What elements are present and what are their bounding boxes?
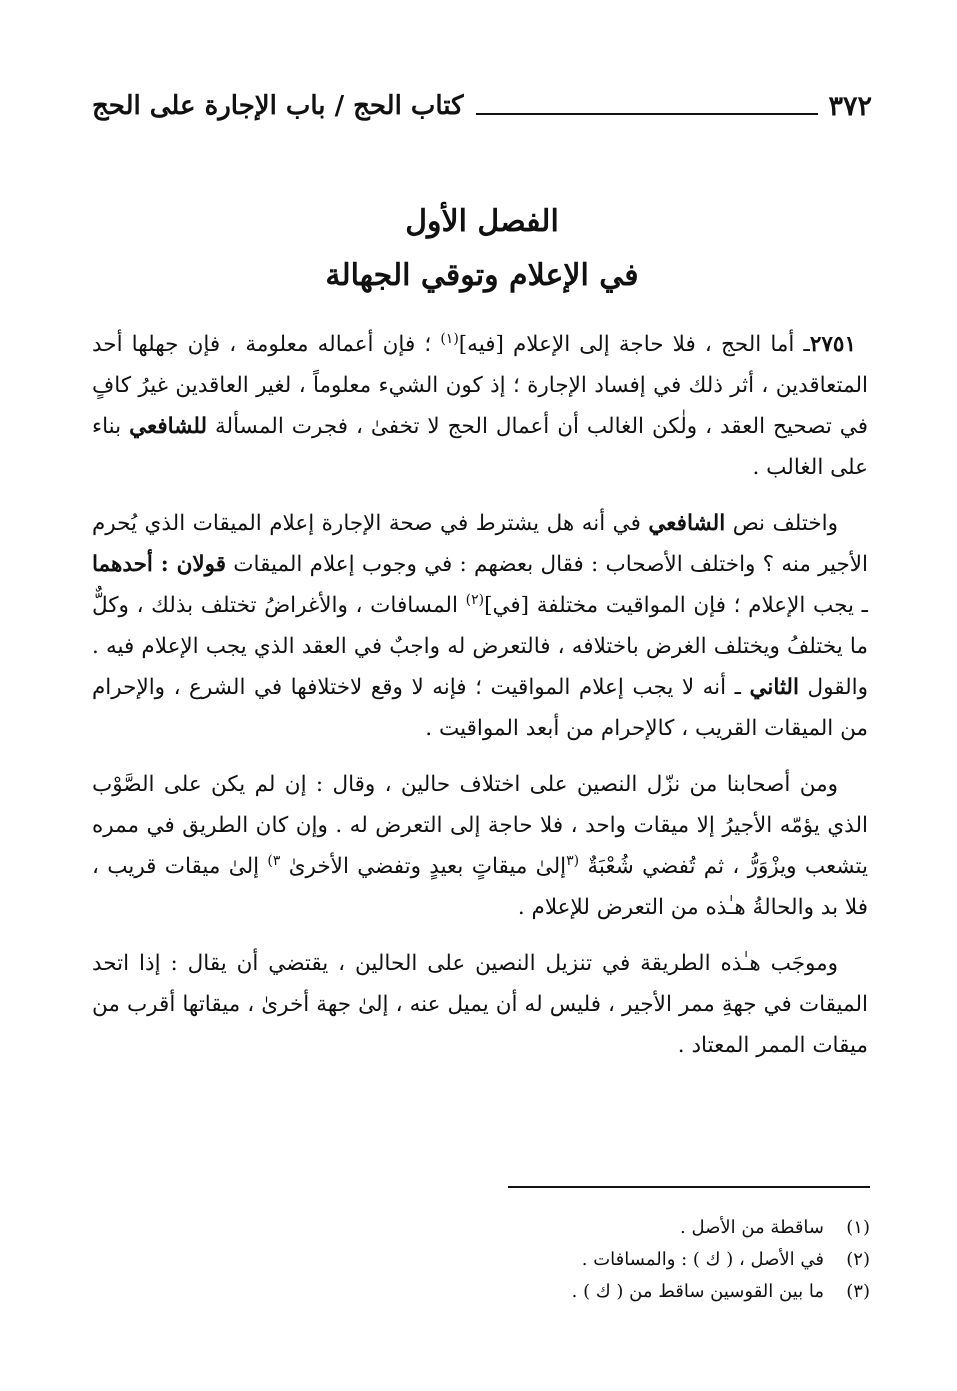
page-header [92,86,872,126]
term-second: الثاني [749,675,799,700]
chapter-subtitle: في الإعلام وتوقي الجهالة [325,258,639,293]
name-shafii: الشافعي [648,511,726,536]
text-segment: واختلف نص [725,511,839,536]
footnote-ref-3-open: (٣ [566,852,580,869]
footnote-number: (٣) [846,1281,870,1302]
text-segment: بناء على الغالب . [92,414,868,480]
page-number: ٣٧٢ [828,90,872,122]
running-title: كتاب الحج / باب الإجارة على الحج [92,91,464,121]
text-segment: إلىٰ ميقات قريب ، فلا بد والحالةُ هـٰذه من التعرض للإعلام . [92,854,868,920]
footnote-ref-2: (٢) [465,591,485,608]
text-segment: ـ يجب الإعلام ؛ فإن المواقيت مختلفة [في] [484,593,868,618]
footnote-number: (١) [846,1217,870,1238]
entry-number: ٢٧٥١ [809,332,857,357]
text-segment: ـ أنه لا يجب إعلام المواقيت ؛ فإنه لا وقع لاختلافها في الشرع ، والإحرام من الميقات القريب ، كالإحرام من أبعد المواقيت . [92,675,868,741]
name-shafii: للشافعي [129,414,208,439]
paragraph-2 [92,503,868,749]
footnote-text: في الأصل ، ( ك ) : والمسافات . [581,1249,824,1270]
paragraph-4 [92,943,868,1066]
footnote-rule [508,1186,870,1188]
chapter-title: الفصل الأول [405,204,559,239]
text-segment: ـ أما الحج ، فلا حاجة إلى الإعلام [فيه] [458,332,810,357]
footnote-ref-3-close: ٣) [267,852,281,869]
text-segment: في أنه هل يشترط في صحة الإجارة إعلام الميقات الذي يُحرم الأجير منه ؟ واختلف الأصحاب : فقال بعضهم : في وجوب إعلام الميقات [92,511,868,577]
term-two-opinions: قولان : أحدهما [92,552,227,577]
footnote-3 [92,1276,870,1308]
footnote-1 [92,1212,870,1244]
footnote-ref-1: (١) [440,330,459,347]
footnote-text: ما بين القوسين ساقط من ( ك ) . [571,1281,824,1302]
text-segment: وموجَب هـٰذه الطريقة في تنزيل النصين على الحالين ، يقتضي أن يقال : إذا اتحد الميقات في جهةِ ممر الأجير ، فليس له أن يميل عنه ، إلىٰ جهة أخرىٰ ، ميقاتها أقرب من ميقات الممر المعتاد . [92,951,868,1058]
text-segment: إلىٰ ميقاتٍ بعيدٍ وتفضي الأخرىٰ [280,854,567,879]
text-segment: ؛ فإن أعماله معلومة ، فإن جهلها أحد المتعاقدين ، أثر ذلك في إفساد الإجارة ؛ إذ كون الشيء معلوماً ، لغير العاقدين غيرُ كافٍ في تصحيح العقد ، ولٰكن الغالب أن أعمال الحج لا تخفىٰ ، فجرت المسألة [92,332,869,439]
text-segment: ومن أصحابنا من نزّل النصين على اختلاف حالين ، وقال : إن لم يكن على الصَّوْب الذي يؤمّه الأجيرُ إلا ميقات واحد ، فلا حاجة إلى التعرض له . وإن كان الطريق في ممره يتشعب ويزْوَرُّ ، ثم تُفضي شُعْبَةٌ [92,772,868,879]
footnote-number: (٢) [846,1249,870,1270]
header-rule [476,113,819,115]
text-segment: المسافات ، والأغراضُ تختلف بذلك ، وكلٌّ ما يختلفُ ويختلف الغرض باختلافه ، فالتعرض له واجبٌ في العقد الذي يجب الإعلام فيه . والقول [92,593,868,700]
footnote-text: ساقطة من الأصل . [680,1217,824,1238]
footnotes [92,1212,870,1308]
paragraph-2751 [92,324,868,488]
main-text [92,324,868,1081]
footnote-2 [92,1244,870,1276]
paragraph-3 [92,764,868,928]
